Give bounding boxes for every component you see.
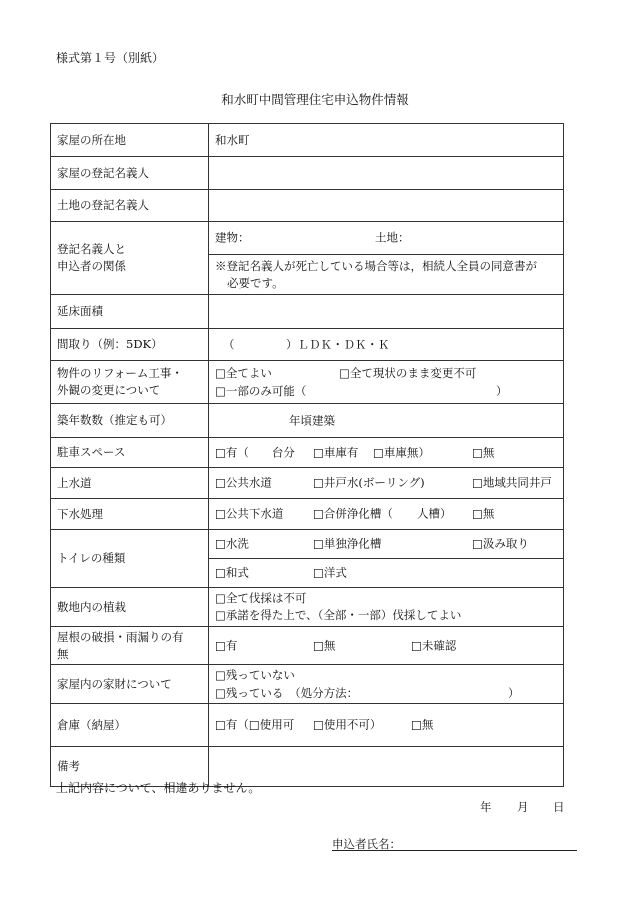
row-layout — [51, 329, 564, 361]
reform-label — [51, 361, 209, 404]
land-owner-field[interactable] — [209, 190, 564, 222]
date-day-label: 日 — [553, 800, 565, 814]
sewage-septic-checkbox[interactable]: □合併浄化槽（ — [313, 506, 393, 521]
row-building-age — [51, 404, 564, 438]
relation-label-line1: 登記名義人と — [57, 242, 126, 257]
water-shared-well-checkbox[interactable]: □地域共同井戸 — [472, 475, 552, 490]
applicant-name-label: 申込者氏名： — [332, 837, 401, 851]
document-title: 和水町中間管理住宅申込物件情報 — [221, 92, 409, 107]
floor-area-field[interactable] — [209, 295, 564, 329]
building-age-suffix: 年頃建築 — [289, 413, 335, 428]
storage-label: 倉庫（納屋） — [51, 704, 209, 747]
applicant-name-line[interactable] — [332, 850, 577, 851]
toilet-label: トイレの種類 — [51, 530, 209, 588]
belongings-label: 家屋内の家財について — [51, 665, 209, 704]
parking-garage-checkbox[interactable]: □車庫有 — [313, 445, 359, 460]
row-storage — [51, 704, 564, 747]
storage-none-checkbox[interactable]: □無 — [411, 717, 434, 732]
parking-none-checkbox[interactable]: □無 — [472, 445, 495, 460]
layout-field[interactable] — [209, 329, 564, 361]
form-number: 様式第１号（別紙） — [56, 51, 165, 65]
row-land-owner — [51, 190, 564, 222]
roof-label-line2: 無 — [57, 646, 69, 661]
roof-label-line1: 屋根の破損・雨漏りの有 — [57, 629, 184, 644]
sewage-septic-people: 人槽） — [417, 506, 452, 521]
relation-label — [51, 222, 209, 295]
row-belongings — [51, 665, 564, 704]
reform-partial-checkbox[interactable]: □一部のみ可能（ — [215, 384, 307, 398]
house-owner-label: 家屋の登記名義人 — [51, 157, 209, 190]
water-options — [209, 468, 564, 499]
relation-note — [209, 255, 564, 295]
location-label: 家屋の所在地 — [51, 124, 209, 157]
house-owner-field[interactable] — [209, 157, 564, 190]
sewage-label: 下水処理 — [51, 499, 209, 530]
relation-note-line2: 必要です。 — [227, 275, 284, 290]
plants-cut-ok-checkbox[interactable]: □承諾を得た上で、（全部・一部）伐採してよい — [215, 608, 462, 622]
roof-options — [209, 627, 564, 665]
reform-all-ok-checkbox[interactable]: □全てよい — [215, 366, 272, 380]
toilet-pit-checkbox[interactable]: □汲み取り — [472, 536, 529, 551]
relation-label-line2: 申込者の関係 — [57, 259, 126, 273]
belongings-remaining-checkbox[interactable]: □残っている （処分方法： — [215, 686, 359, 700]
row-roof — [51, 627, 564, 665]
relation-note-line1: ※登記名義人が死亡している場合等は，相続人全員の同意書が — [215, 258, 537, 273]
reform-partial-close: ） — [496, 384, 508, 398]
date-month-label: 月 — [517, 800, 529, 814]
parking-label: 駐車スペース — [51, 438, 209, 468]
roof-label — [51, 627, 209, 665]
water-label: 上水道 — [51, 468, 209, 499]
land-owner-label: 土地の登記名義人 — [51, 190, 209, 222]
toilet-single-septic-checkbox[interactable]: □単独浄化槽 — [313, 536, 382, 551]
parking-yes-checkbox[interactable]: □有（ 台分 — [215, 445, 295, 460]
reform-label-line1: 物件のリフォーム工事・ — [57, 366, 183, 381]
plants-options — [209, 588, 564, 627]
row-sewage — [51, 499, 564, 530]
sewage-options — [209, 499, 564, 530]
row-reform — [51, 361, 564, 404]
reform-options — [209, 361, 564, 404]
remarks-field[interactable] — [209, 747, 564, 787]
reform-label-line2: 外観の変更について — [57, 383, 161, 397]
layout-label: 間取り（例：5DK） — [51, 329, 209, 361]
plants-no-cut-checkbox[interactable]: □全て伐採は不可 — [215, 591, 307, 606]
row-relation-a — [51, 222, 564, 255]
building-age-label: 築年数数（推定も可） — [51, 404, 209, 438]
roof-no-checkbox[interactable]: □無 — [313, 638, 336, 653]
belongings-remaining-close: ） — [508, 686, 520, 700]
row-toilet-a — [51, 530, 564, 559]
row-parking — [51, 438, 564, 468]
floor-area-label: 延床面積 — [51, 295, 209, 329]
water-public-checkbox[interactable]: □公共水道 — [215, 475, 272, 490]
toilet-options-2 — [209, 559, 564, 588]
building-age-field[interactable] — [209, 404, 564, 438]
sewage-public-checkbox[interactable]: □公共下水道 — [215, 506, 284, 521]
parking-options — [209, 438, 564, 468]
property-info-table — [50, 123, 564, 787]
storage-yes-checkbox[interactable]: □有（□使用可 — [215, 717, 295, 732]
relation-land-label: 土地： — [375, 230, 410, 245]
toilet-western-checkbox[interactable]: □洋式 — [313, 565, 347, 580]
relation-building-label: 建物： — [215, 230, 250, 245]
plants-label: 敷地内の植栽 — [51, 588, 209, 627]
row-house-owner — [51, 157, 564, 190]
relation-building-land-field[interactable] — [209, 222, 564, 255]
belongings-none-checkbox[interactable]: □残っていない — [215, 668, 295, 682]
storage-unusable-checkbox[interactable]: □使用不可） — [313, 717, 382, 732]
layout-open-paren: （ — [223, 337, 235, 352]
row-water — [51, 468, 564, 499]
row-location — [51, 124, 564, 157]
row-plants — [51, 588, 564, 627]
storage-options — [209, 704, 564, 747]
water-well-checkbox[interactable]: □井戸水(ボーリング) — [313, 475, 425, 490]
row-floor-area — [51, 295, 564, 329]
roof-unknown-checkbox[interactable]: □未確認 — [411, 638, 457, 653]
sewage-none-checkbox[interactable]: □無 — [472, 506, 495, 521]
roof-yes-checkbox[interactable]: □有 — [215, 638, 238, 653]
toilet-japanese-checkbox[interactable]: □和式 — [215, 565, 249, 580]
remarks-label: 備考 — [51, 747, 209, 787]
date-year-label: 年 — [480, 800, 492, 814]
belongings-options — [209, 665, 564, 704]
toilet-flush-checkbox[interactable]: □水洗 — [215, 536, 249, 551]
declaration-text: 上記内容について、相違ありません。 — [56, 781, 261, 795]
reform-no-change-checkbox[interactable]: □全て現状のまま変更不可 — [339, 366, 477, 380]
layout-options: ）ＬＤＫ・ＤＫ・Ｋ — [286, 337, 390, 352]
parking-no-garage-checkbox[interactable]: □車庫無） — [373, 445, 430, 460]
toilet-options-1 — [209, 530, 564, 559]
location-value[interactable]: 和水町 — [209, 124, 564, 157]
